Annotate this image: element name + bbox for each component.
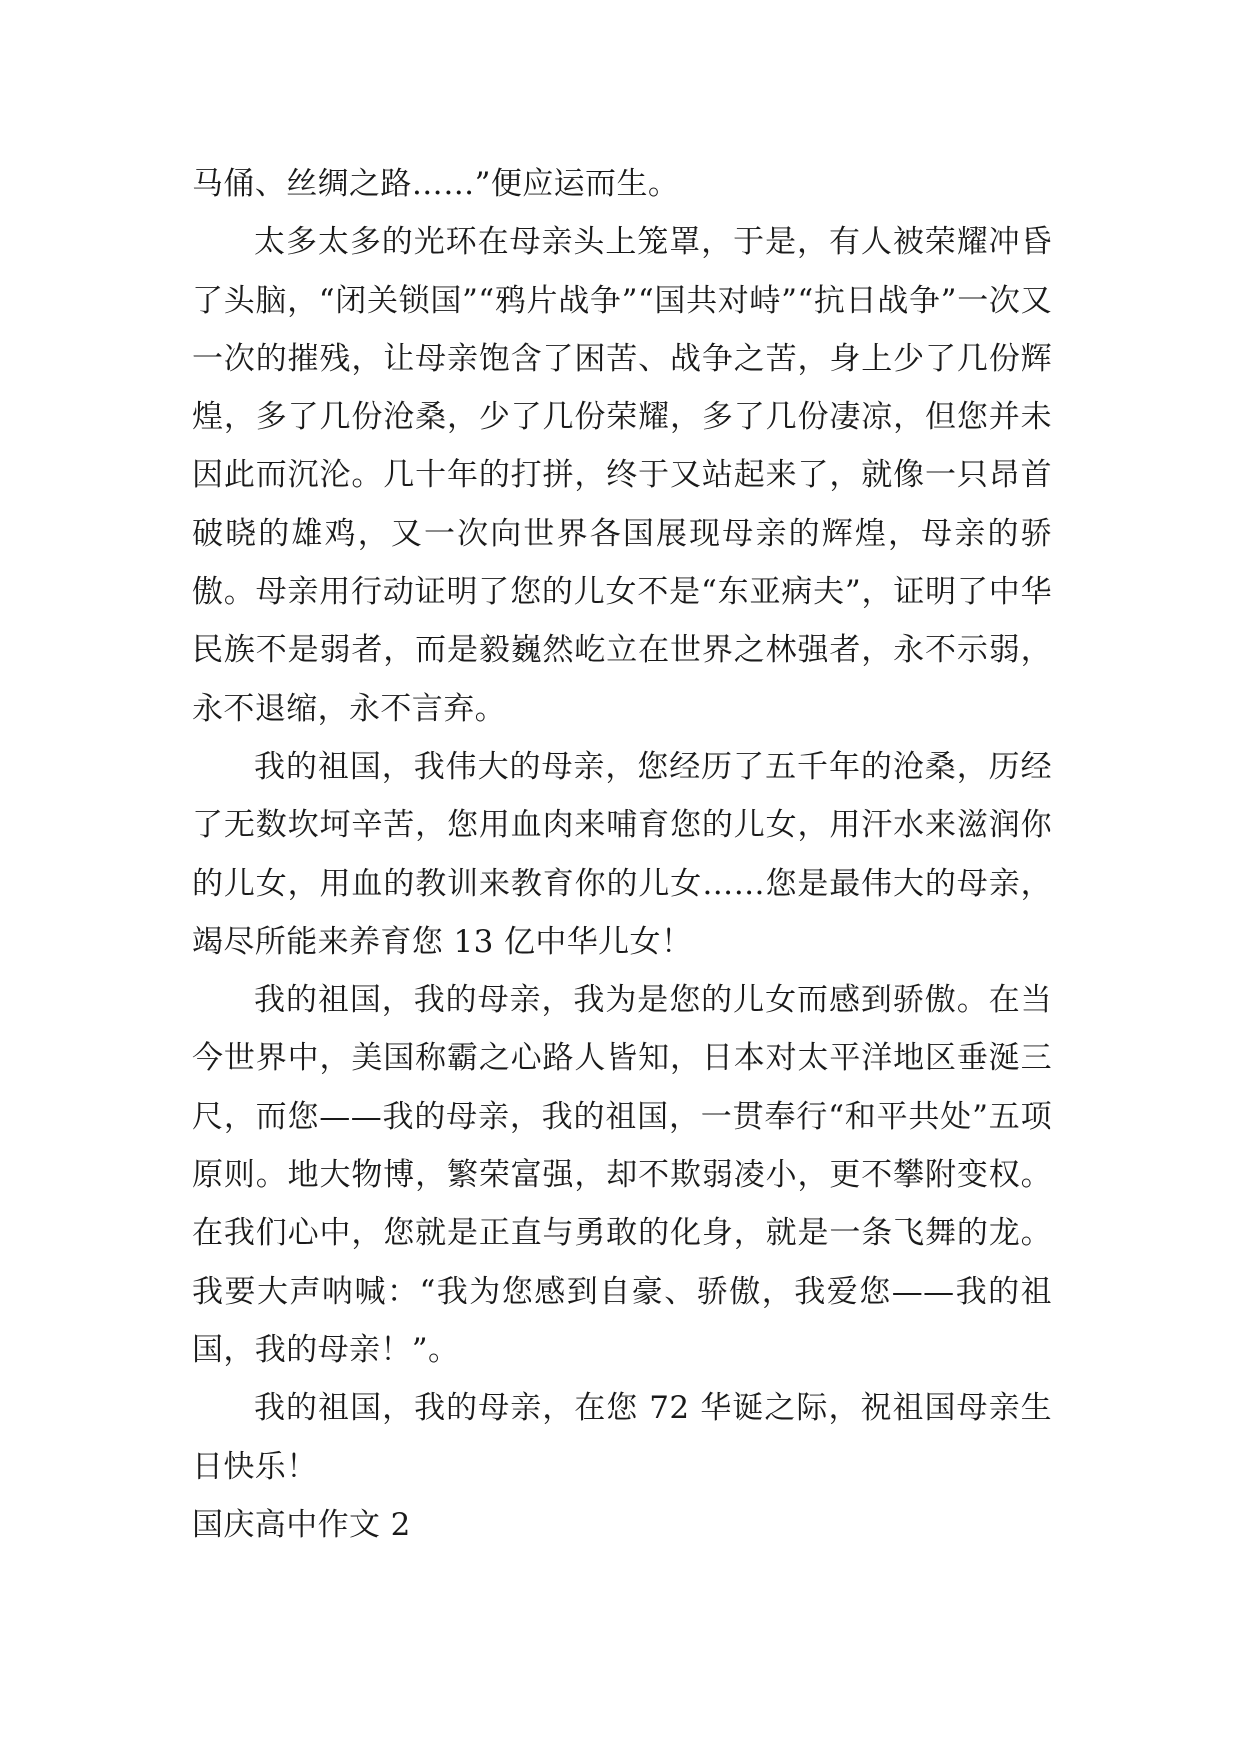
paragraph-continuation: 马俑、丝绸之路……”便应运而生。 bbox=[192, 166, 680, 202]
paragraph-proud: 我的祖国，我的母亲，我为是您的儿女而感到骄傲。在当今世界中，美国称霸之心路人皆知，日本对太平洋地区垂涎三尺，而您——我的母亲，我的祖国，一贯奉行“和平共处”五项原则。地大物博，繁荣富强，却不欺弱凌小，更不攀附变权。在我们心中，您就是正直与勇敢的化身，就是一条飞舞的龙。我要大声呐喊：“我为您感到自豪、骄傲，我爱您——我的祖国，我的母亲！”。 bbox=[192, 982, 1052, 1368]
section-heading: 国庆高中作文 2 bbox=[192, 1506, 411, 1543]
document-body bbox=[192, 155, 1052, 1554]
paragraph-birthday: 我的祖国，我的母亲，在您 72 华诞之际，祝祖国母亲生日快乐！ bbox=[192, 1390, 1052, 1485]
paragraph-halo: 太多太多的光环在母亲头上笼罩，于是，有人被荣耀冲昏了头脑，“闭关锁国”“鸦片战争”“国共对峙”“抗日战争”一次又一次的摧残，让母亲饱含了困苦、战争之苦，身上少了几份辉煌，多了几份沧桑，少了几份荣耀，多了几份凄凉，但您并未因此而沉沦。几十年的打拼，终于又站起来了，就像一只昂首破晓的雄鸡，又一次向世界各国展现母亲的辉煌，母亲的骄傲。母亲用行动证明了您的儿女不是“东亚病夫”，证明了中华民族不是弱者，而是毅巍然屹立在世界之林强者，永不示弱，永不退缩，永不言弃。 bbox=[192, 224, 1052, 727]
paragraph-great-mother: 我的祖国，我伟大的母亲，您经历了五千年的沧桑，历经了无数坎坷辛苦，您用血肉来哺育您的儿女，用汗水来滋润你的儿女，用血的教训来教育你的儿女……您是最伟大的母亲，竭尽所能来养育您 13 亿中华儿女！ bbox=[192, 748, 1052, 960]
